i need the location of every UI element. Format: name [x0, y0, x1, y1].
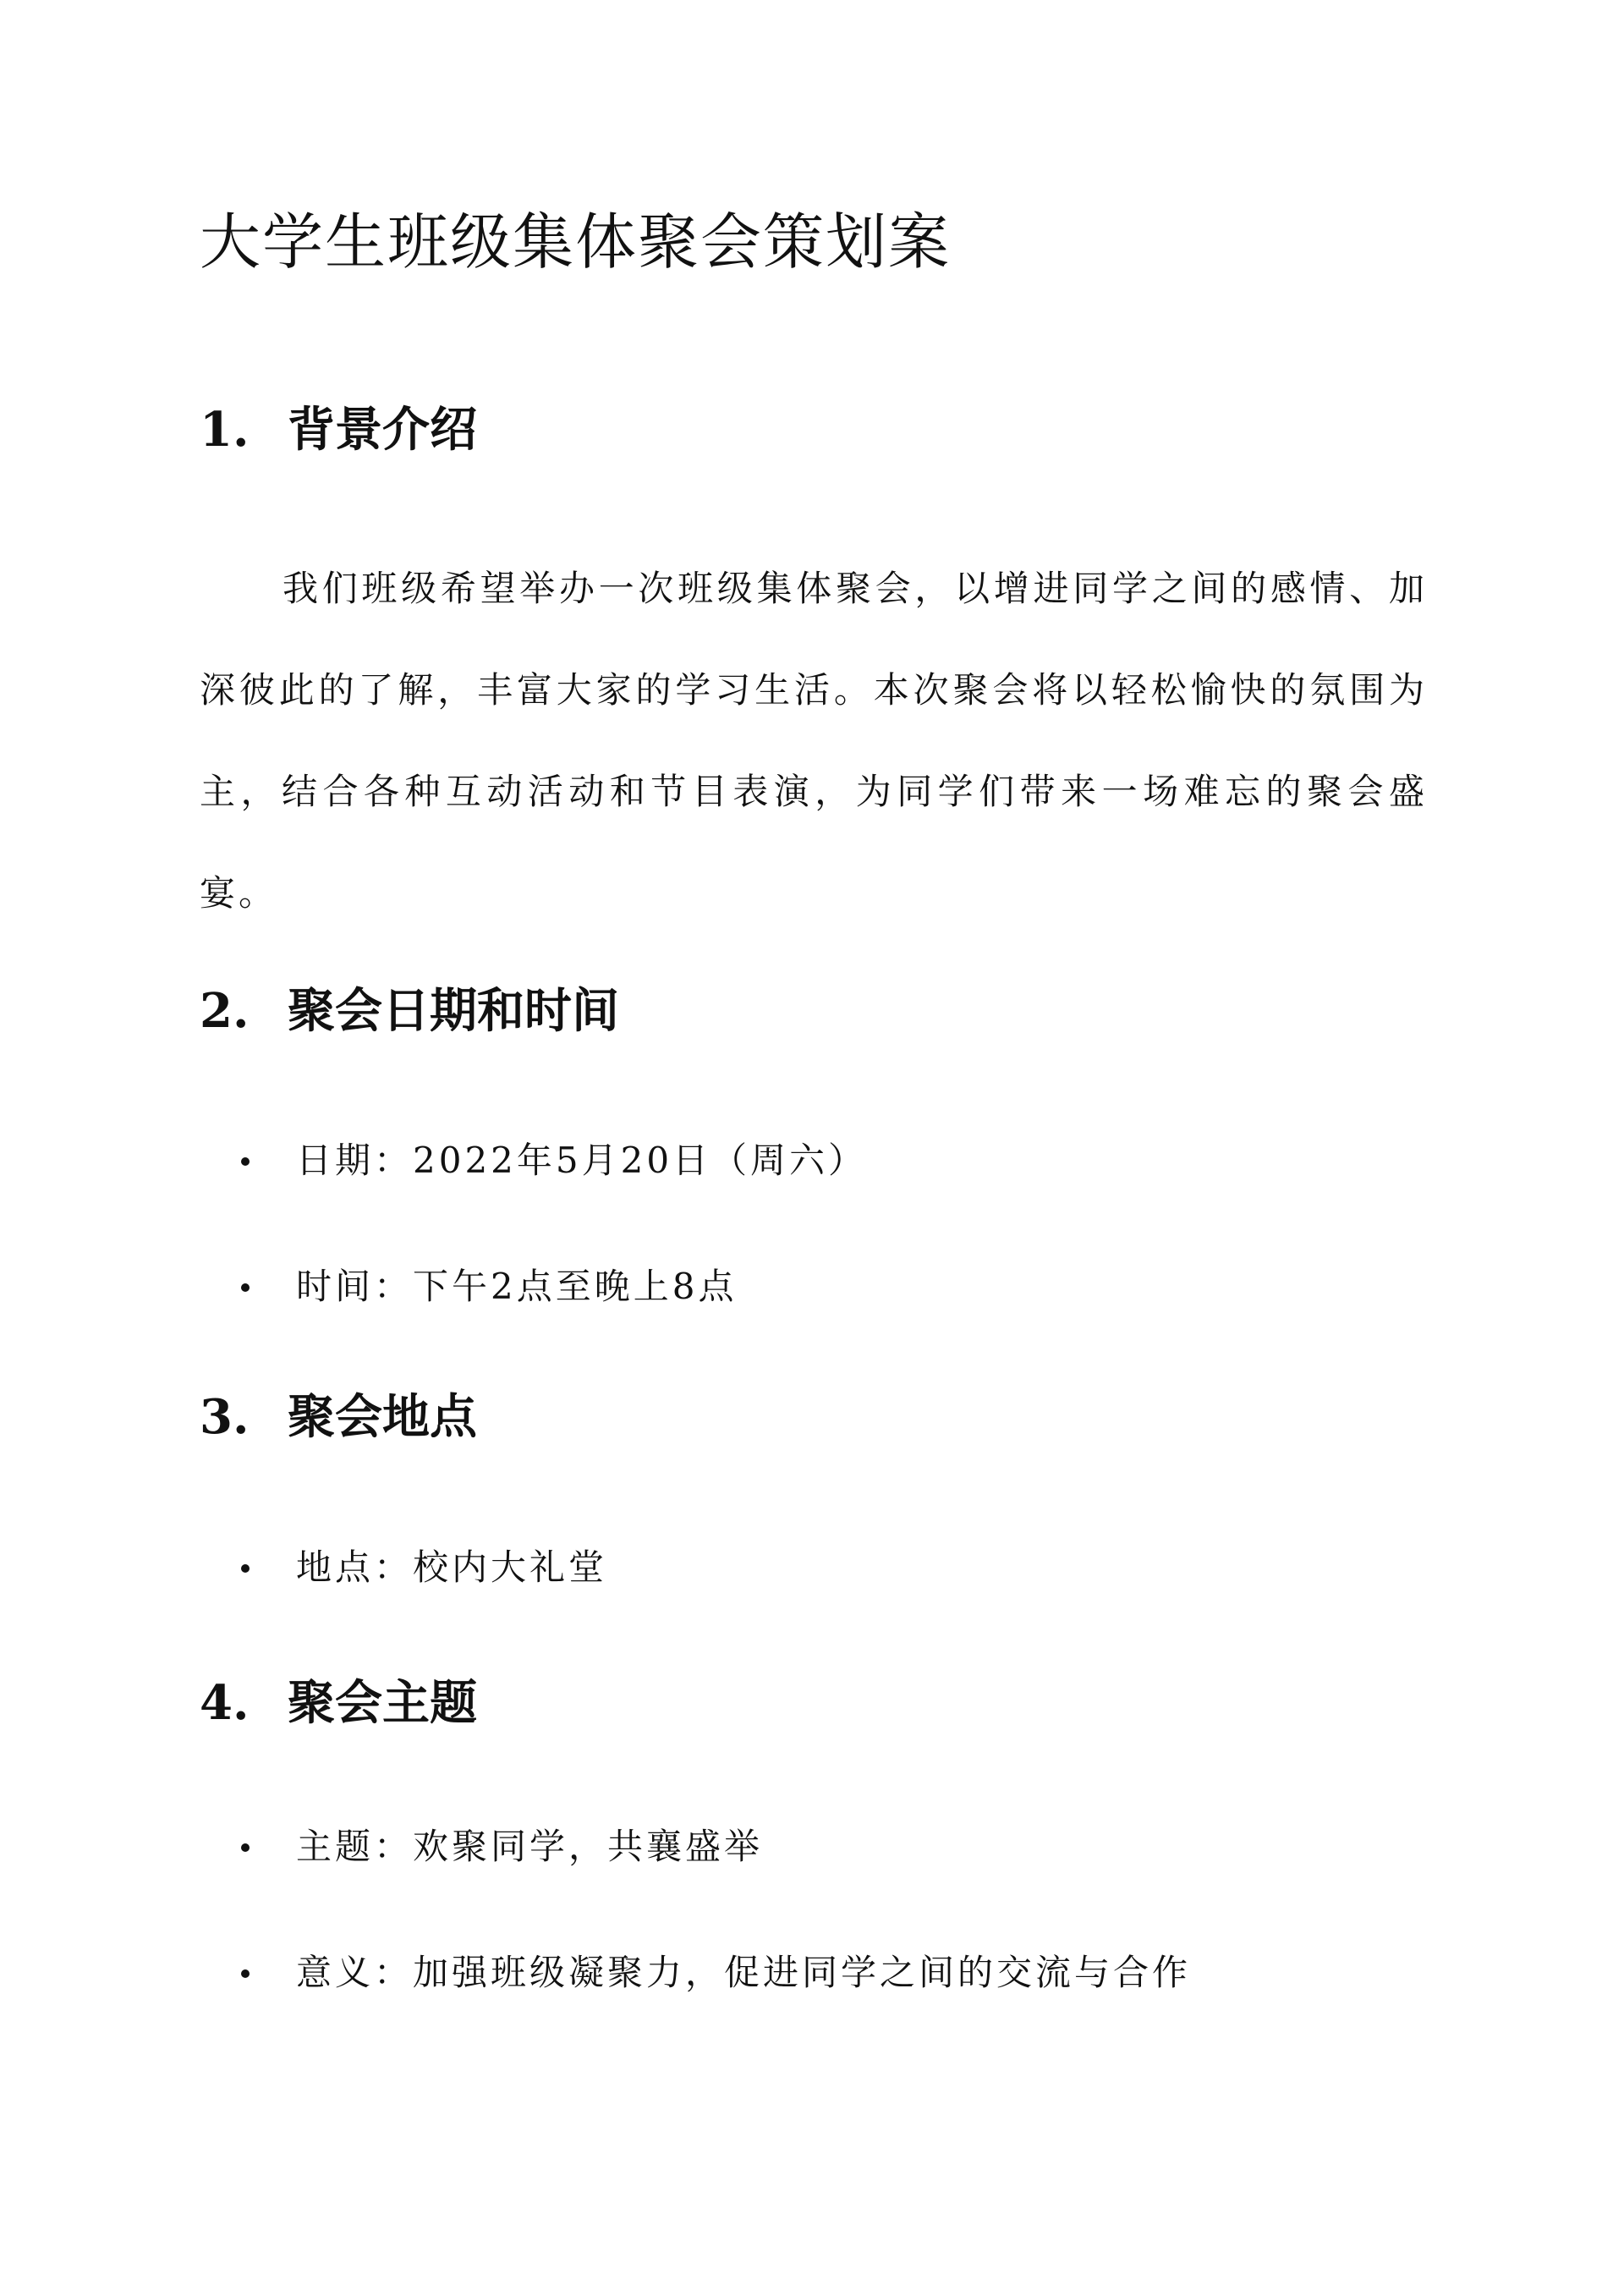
bullet-icon — [241, 1969, 250, 1978]
section-title: 聚会主题 — [288, 1675, 477, 1731]
section-title: 聚会地点 — [288, 1389, 477, 1445]
bullet-icon — [241, 1157, 250, 1166]
section-number: 3. — [200, 1389, 250, 1445]
section-number: 1. — [200, 402, 250, 458]
list-item-significance — [245, 1943, 1191, 2002]
list-item-text: 时间：下午2点至晚上8点 — [296, 1266, 738, 1307]
list-item-time — [245, 1257, 737, 1316]
section-number: 2. — [200, 983, 250, 1039]
list-item-text: 主题：欢聚同学，共襄盛举 — [296, 1826, 764, 1867]
section-heading-location — [200, 1383, 477, 1451]
section-heading-theme — [200, 1669, 477, 1737]
list-item-text: 意义：加强班级凝聚力，促进同学之间的交流与合作 — [296, 1952, 1192, 1993]
bullet-icon — [241, 1843, 250, 1852]
list-item-location — [245, 1538, 607, 1597]
list-item-theme — [245, 1817, 763, 1876]
document-title: 大学生班级集体聚会策划案 — [200, 206, 952, 277]
bullet-icon — [241, 1564, 250, 1573]
list-item-text: 地点：校内大礼堂 — [296, 1546, 608, 1588]
list-item-text: 日期：2022年5月20日（周六） — [296, 1140, 868, 1181]
section-number: 4. — [200, 1675, 250, 1731]
background-paragraph: 我们班级希望举办一次班级集体聚会，以增进同学之间的感情、加深彼此的了解，丰富大家的学习生活。本次聚会将以轻松愉快的氛围为主，结合各种互动活动和节目表演，为同学们带来一场难忘的聚会盛宴。 — [200, 568, 1428, 914]
bullet-icon — [241, 1283, 250, 1292]
section-heading-background — [200, 396, 477, 464]
section-title: 背景介绍 — [288, 402, 477, 458]
section-heading-date-time — [200, 977, 619, 1045]
section-title: 聚会日期和时间 — [288, 983, 619, 1039]
list-item-date — [245, 1131, 867, 1190]
